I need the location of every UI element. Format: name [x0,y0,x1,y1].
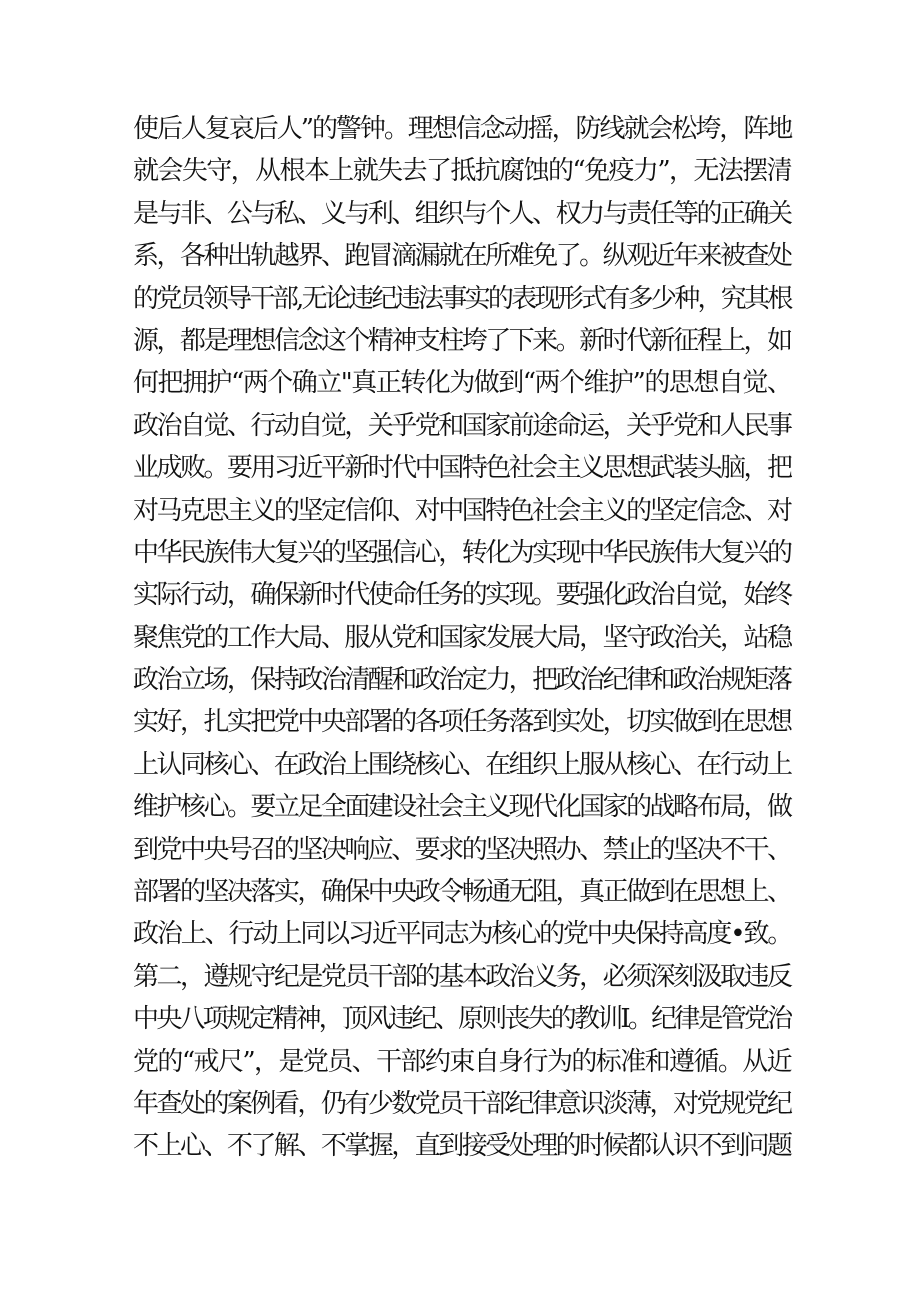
text-line: 何把拥护“两个确立"真正转化为做到“两个维护”的思想自觉、 [133,368,792,399]
text-line: 中央八项规定精神，顶风违纪、原则丧失的教训I。纪律是管党治 [133,1004,791,1035]
text-line: 第二，遵规守纪是党员干部的基本政治义务，必须深刻汲取违反 [133,961,791,992]
text-line: 是与非、公与私、义与利、组织与个人、权力与责任等的正确关 [133,198,791,229]
text-line: 实好，扎实把党中央部署的各项任务落到实处，切实做到在思想 [133,707,791,738]
text-line: 部署的坚决落实，确保中央政令畅通无阻，真正做到在思想上、 [133,877,791,908]
text-line: 年查处的案例看，仍有少数党员干部纪律意识淡薄，对党规党纪 [133,1088,791,1119]
body-text [133,108,793,1168]
text-line: 源，都是理想信念这个精神支柱垮了下来。新时代新征程上，如 [133,325,791,356]
text-line: 不上心、不了解、不掌握，直到接受处理的时候都认识不到问题 [133,1131,791,1162]
text-line: 聚焦党的工作大局、服从党和国家发展大局，坚守政治关，站稳 [133,622,791,653]
text-line: 政治自觉、行动自觉，关乎党和国家前途命运，关乎党和人民事 [133,410,791,441]
text-line: 维护核心。要立足全面建设社会主义现代化国家的战略布局，做 [133,792,791,823]
text-line: 的党员领导干部,无论违纪违法事实的表现形式有多少种，究其根 [133,283,791,314]
text-line: 对马克思主义的坚定信仰、对中国特色社会主义的坚定信念、对 [133,495,791,526]
text-line: 到党中央号召的坚决响应、要求的坚决照办、禁止的坚决不干、 [133,834,791,865]
text-line: 使后人复哀后人”的警钟。理想信念动摇，防线就会松垮，阵地 [133,114,792,144]
text-line: 政治上、行动上同以习近平同志为核心的党中央保持高度•致。 [133,919,792,950]
text-line: 中华民族伟大复兴的坚强信心，转化为实现中华民族伟大复兴的 [133,537,791,568]
text-line: 上认同核心、在政治上围绕核心、在组织上服从核心、在行动上 [133,749,791,780]
text-line: 实际行动，确保新时代使命任务的实现。要强化政治自觉，始终 [133,580,791,611]
text-line: 业成败。要用习近平新时代中国特色社会主义思想武装头脑，把 [133,453,791,484]
text-line: 就会失守，从根本上就失去了抵抗腐蚀的“免疫力”，无法摆清 [133,156,792,187]
text-line: 党的“戒尺”，是党员、干部约束自身行为的标准和遵循。从近 [133,1046,792,1077]
text-line: 政治立场，保持政治清醒和政治定力，把政治纪律和政治规矩落 [133,665,791,696]
text-line: 系，各种出轨越界、跑冒滴漏就在所难免了。纵观近年来被查处 [133,241,791,272]
